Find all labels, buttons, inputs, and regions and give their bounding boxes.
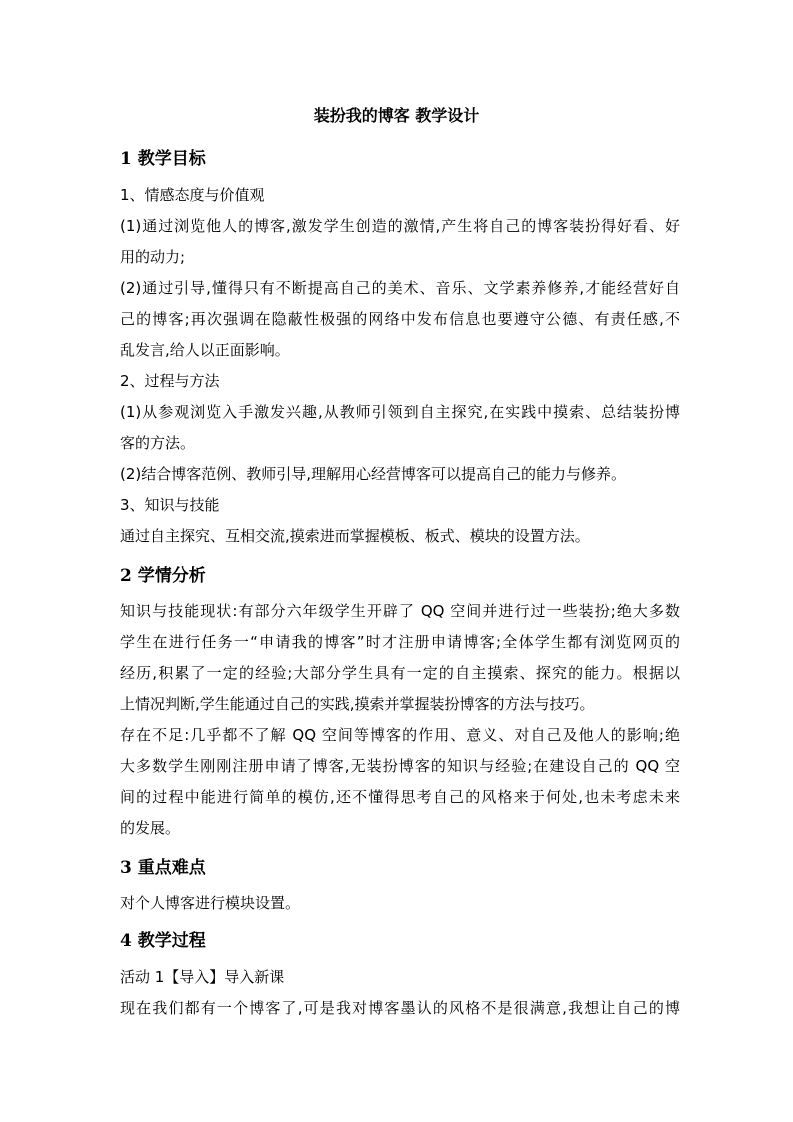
paragraph-line: 的发展。 [120, 819, 181, 837]
paragraph-line: 对个人博客进行模块设置。 [120, 894, 301, 912]
paragraph-line: 乱发言,给人以正面影响。 [120, 341, 290, 359]
section-heading-key-difficulties: 3 重点难点 [120, 858, 206, 878]
paragraph-line: 现在我们都有一个博客了,可是我对博客墨认的风格不是很满意,我想让自己的博 [120, 999, 680, 1017]
paragraph-line: (1)从参观浏览入手激发兴趣,从教师引领到自主探究,在实践中摸索、总结装扮博 [120, 403, 680, 421]
section-heading-teaching-process: 4 教学过程 [120, 931, 206, 951]
paragraph-line: 间的过程中能进行简单的模仿,还不懂得思考自己的风格来于何处,也未考虑未来 [120, 788, 680, 806]
paragraph-line: 经历,积累了一定的经验;大部分学生具有一定的自主摸索、探究的能力。根据以 [120, 664, 680, 682]
paragraph-line: (2)通过引导,懂得只有不断提高自己的美术、音乐、文学素养修养,才能经营好自 [120, 279, 680, 297]
document-title: 装扮我的博客 教学设计 [313, 106, 480, 125]
paragraph-line: 用的动力; [120, 248, 186, 266]
paragraph-line: 上情况判断,学生能通过自己的实践,摸索并掌握装扮博客的方法与技巧。 [120, 695, 595, 713]
paragraph-line: 大多数学生刚刚注册申请了博客,无装扮博客的知识与经验;在建设自己的 QQ 空 [120, 757, 680, 775]
paragraph-line: (1)通过浏览他人的博客,激发学生创造的激情,产生将自己的博客装扮得好看、好 [120, 217, 680, 235]
paragraph-line: 存在不足:几乎都不了解 QQ 空间等博客的作用、意义、对自己及他人的影响;绝 [120, 726, 680, 744]
section-heading-teaching-goals: 1 教学目标 [120, 149, 206, 169]
subheading-knowledge-skills: 3、知识与技能 [120, 496, 220, 514]
subheading-process-methods: 2、过程与方法 [120, 372, 220, 390]
paragraph-line: 学生在进行任务一“申请我的博客”时才注册申请博客;全体学生都有浏览网页的 [120, 633, 680, 651]
activity-label: 活动 1【导入】导入新课 [120, 968, 285, 986]
paragraph-line: 知识与技能现状:有部分六年级学生开辟了 QQ 空间并进行过一些装扮;绝大多数 [120, 602, 680, 620]
paragraph-line: 客的方法。 [120, 434, 196, 452]
subheading-emotion-values: 1、情感态度与价值观 [120, 186, 265, 204]
paragraph-line: (2)结合博客范例、教师引导,理解用心经营博客可以提高自己的能力与修养。 [120, 465, 627, 483]
paragraph-line: 通过自主探究、互相交流,摸索进而掌握模板、板式、模块的设置方法。 [120, 527, 590, 545]
section-heading-learner-analysis: 2 学情分析 [120, 566, 206, 586]
paragraph-line: 己的博客;再次强调在隐蔽性极强的网络中发布信息也要遵守公德、有责任感,不 [120, 310, 680, 328]
